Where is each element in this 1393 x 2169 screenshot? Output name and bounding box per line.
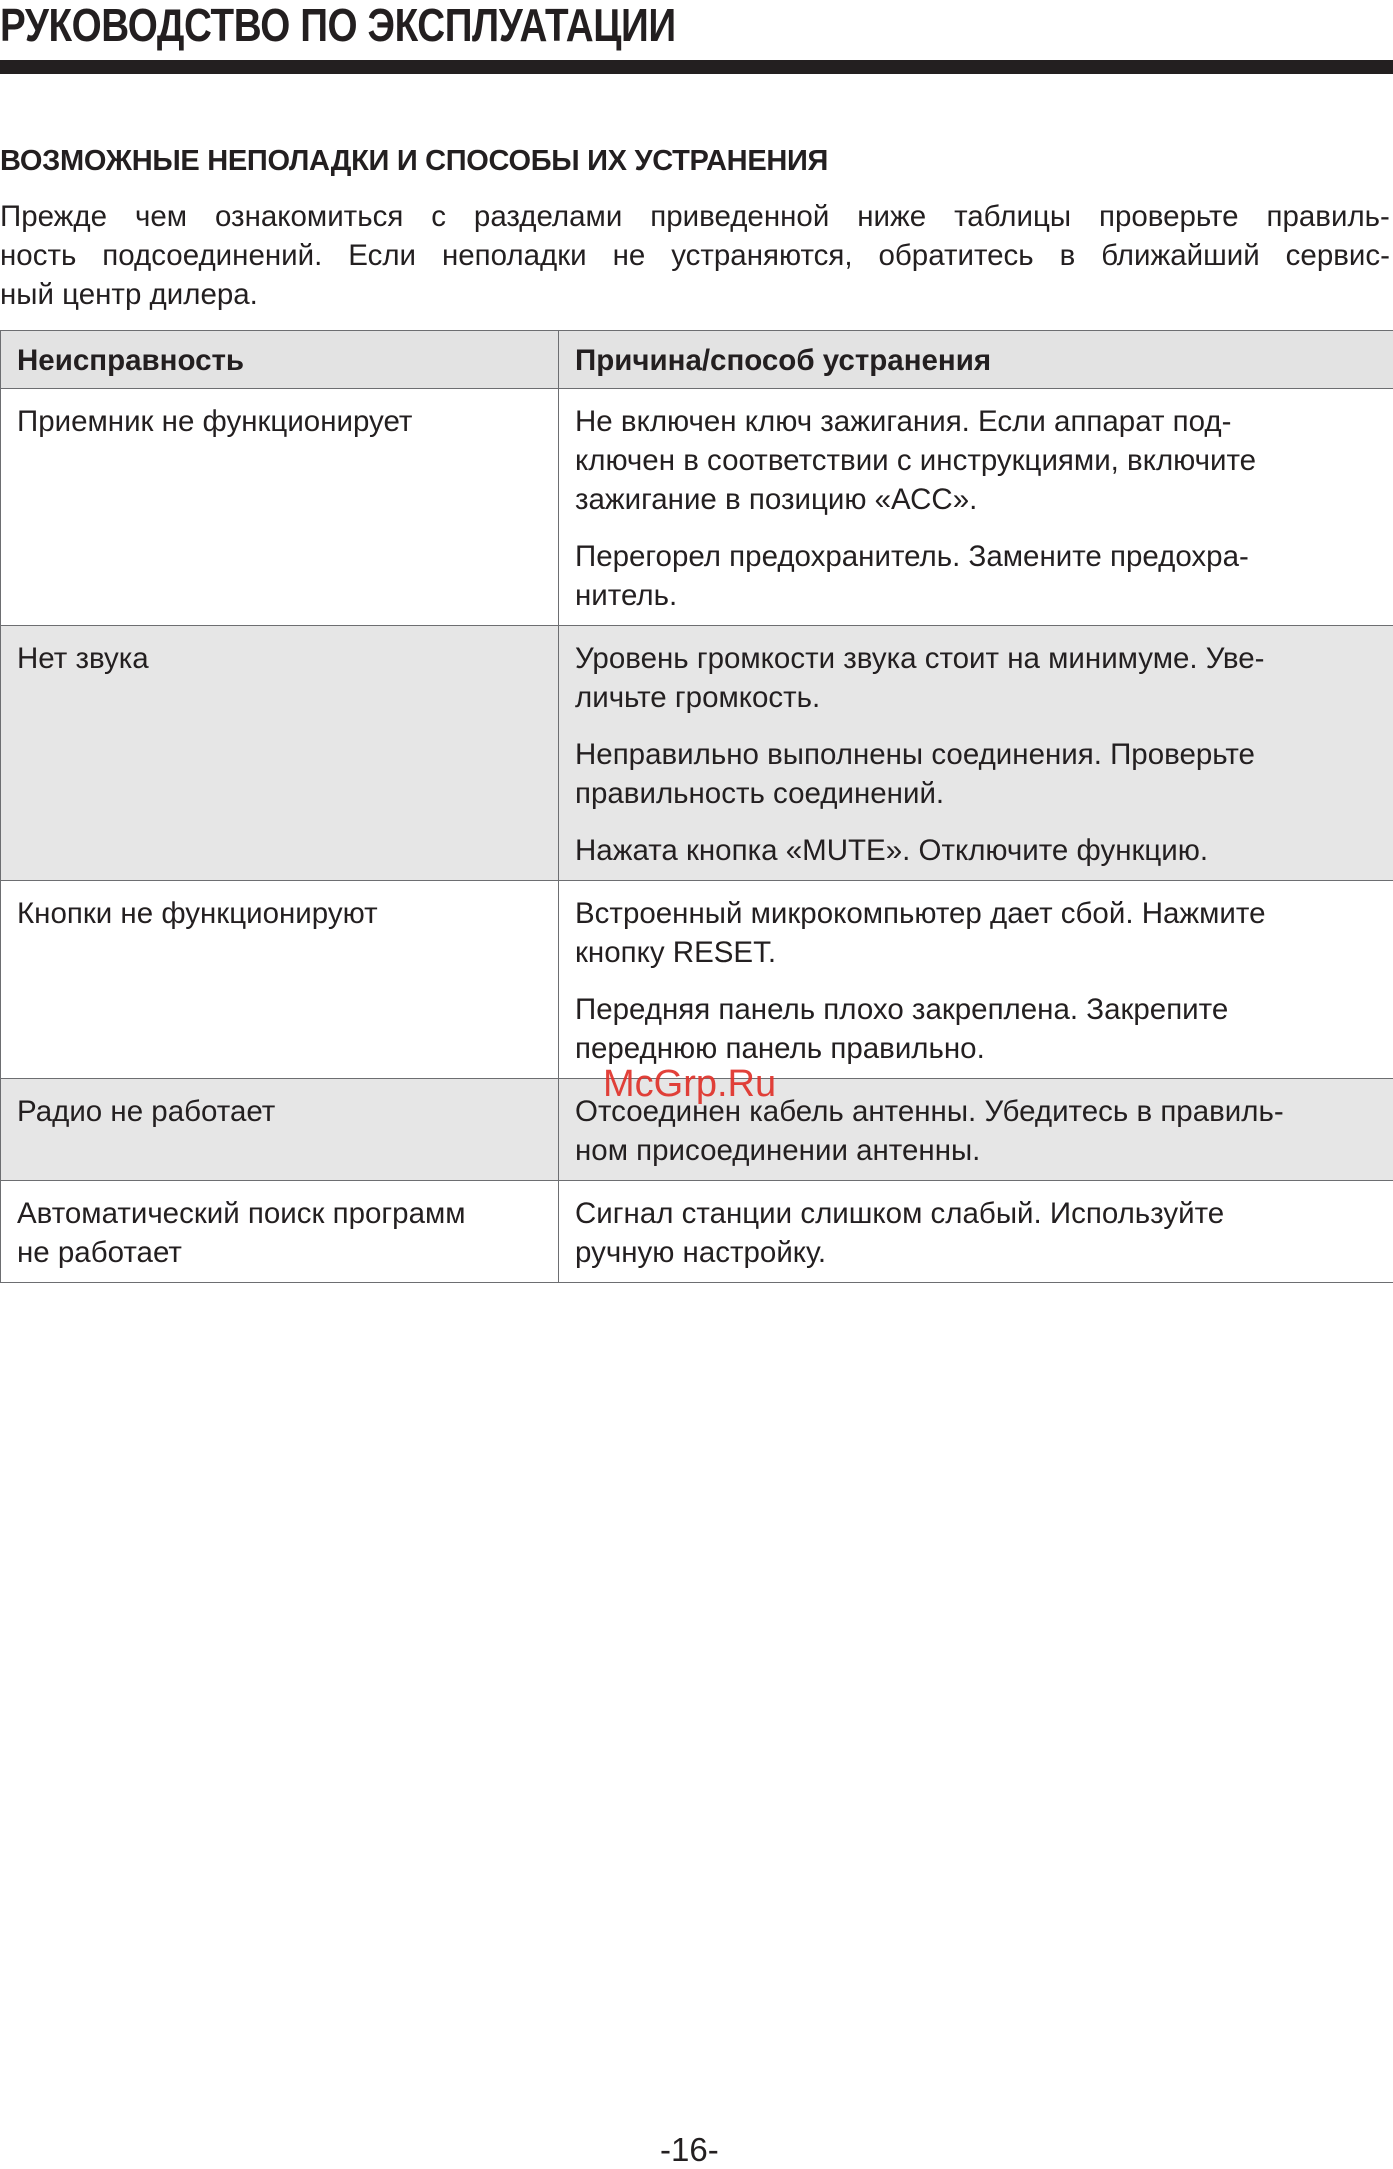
fault-cell xyxy=(1,626,559,881)
fix-text: ручную настройку. xyxy=(575,1236,827,1269)
table-row xyxy=(1,881,1393,1079)
fault-text: Радио не работает xyxy=(17,1095,276,1128)
fault-cell xyxy=(1,1079,559,1181)
fix-text: правильность соединений. xyxy=(575,777,945,810)
fix-paragraph xyxy=(575,402,1378,519)
fix-cell xyxy=(559,1079,1393,1181)
watermark: McGrp.Ru xyxy=(603,1063,777,1105)
fault-cell xyxy=(1,1181,559,1283)
fix-text: Уровень громкости звука стоит на минимуме. Уве- xyxy=(575,642,1265,675)
fix-text: Нажата кнопка «MUTE». Отключите функцию. xyxy=(575,834,1209,867)
fix-paragraph xyxy=(575,894,1378,972)
table-row xyxy=(1,389,1393,626)
troubleshooting-table xyxy=(0,330,1393,1283)
table-row xyxy=(1,626,1393,881)
fix-text: нитель. xyxy=(575,579,678,612)
fix-paragraph xyxy=(575,537,1378,615)
page-number: -16- xyxy=(660,2131,719,2168)
fix-text: ном присоединении антенны. xyxy=(575,1134,981,1167)
intro-line: ный центр дилера. xyxy=(0,278,258,311)
intro-line: Прежде чем ознакомиться с разделами приведенной ниже таблицы проверьте правиль- xyxy=(0,200,1390,233)
fix-cell xyxy=(559,1181,1393,1283)
fix-paragraph xyxy=(575,639,1378,717)
fix-text: Перегорел предохранитель. Замените предохра- xyxy=(575,540,1249,573)
fix-paragraph xyxy=(575,1092,1378,1170)
fix-cell xyxy=(559,626,1393,881)
fix-text: переднюю панель правильно. xyxy=(575,1032,985,1065)
fix-paragraph xyxy=(575,831,1378,870)
column-header-fix: Причина/способ устранения xyxy=(559,331,1393,389)
fix-paragraph xyxy=(575,1194,1378,1272)
table-header-row xyxy=(1,331,1393,389)
fix-text: Сигнал станции слишком слабый. Используйте xyxy=(575,1197,1225,1230)
fix-text: ключен в соответствии с инструкциями, включите xyxy=(575,444,1257,477)
section-heading: ВОЗМОЖНЫЕ НЕПОЛАДКИ И СПОСОБЫ ИХ УСТРАНЕНИЯ xyxy=(0,145,829,177)
table-row xyxy=(1,1079,1393,1181)
fault-text: не работает xyxy=(17,1236,182,1269)
column-header-fault: Неисправность xyxy=(1,331,559,389)
fix-cell xyxy=(559,881,1393,1079)
fix-text: кнопку RESET. xyxy=(575,936,777,969)
fix-paragraph xyxy=(575,990,1378,1068)
fix-text: Отсоединен кабель антенны. Убедитесь в правиль- xyxy=(575,1095,1284,1128)
fault-text: Автоматический поиск программ xyxy=(17,1197,466,1230)
fault-text: Кнопки не функционируют xyxy=(17,897,378,930)
intro-line: ность подсоединений. Если неполадки не устраняются, обратитесь в ближайший сервис- xyxy=(0,239,1390,272)
fix-cell xyxy=(559,389,1393,626)
fault-cell xyxy=(1,389,559,626)
fix-text: Встроенный микрокомпьютер дает сбой. Нажмите xyxy=(575,897,1266,930)
fix-text: личьте громкость. xyxy=(575,681,821,714)
fix-text: зажигание в позицию «АСС». xyxy=(575,483,978,516)
table-row xyxy=(1,1181,1393,1283)
page-header-title: РУКОВОДСТВО ПО ЭКСПЛУАТАЦИИ xyxy=(0,0,676,51)
intro-paragraph xyxy=(0,197,1390,314)
fix-text: Не включен ключ зажигания. Если аппарат под- xyxy=(575,405,1232,438)
fix-text: Неправильно выполнены соединения. Проверьте xyxy=(575,738,1255,771)
fix-paragraph xyxy=(575,735,1378,813)
fault-text: Нет звука xyxy=(17,642,149,675)
fault-text: Приемник не функционирует xyxy=(17,405,413,438)
fix-text: Передняя панель плохо закреплена. Закрепите xyxy=(575,993,1229,1026)
header-rule xyxy=(0,60,1393,74)
fault-cell xyxy=(1,881,559,1079)
table-body xyxy=(1,389,1393,1283)
